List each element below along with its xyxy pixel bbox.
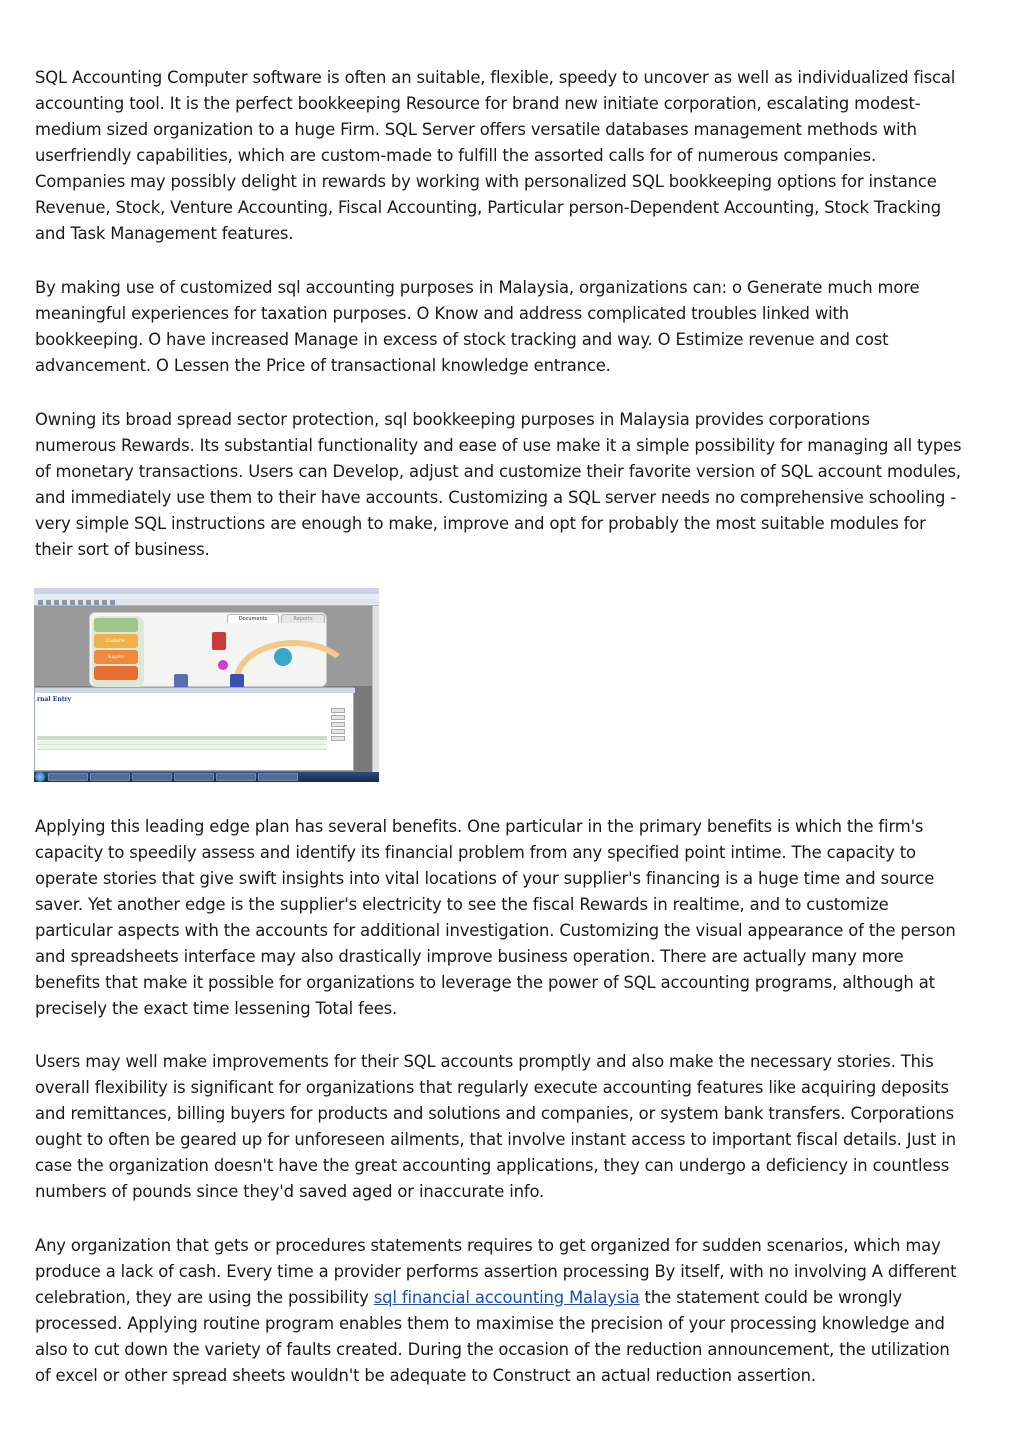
text-line: and remittances, billing buyers for products and solutions and companies, or system bank transfers. Corporations [35, 1104, 955, 1123]
window-titlebar [35, 688, 355, 693]
text-line: capacity to speedily assess and identify its financial problem from any specified point intime. The capacity to [35, 843, 916, 862]
text-line: of monetary transactions. Users can Develop, adjust and customize their favorite version of SQL account modules, [35, 462, 961, 481]
toolbar-icon [70, 600, 75, 605]
side-button [331, 729, 345, 734]
text-line: their sort of business. [35, 540, 210, 559]
taskbar [34, 772, 379, 782]
nav-button-customer: Customer [94, 634, 138, 648]
toolbar-icon [102, 600, 107, 605]
paragraph-4 [35, 814, 993, 1022]
text-line: SQL Accounting Computer software is often an suitable, flexible, speedy to uncover as well as individualized fiscal [35, 68, 956, 87]
grid-header [37, 736, 327, 740]
paragraph-2 [35, 275, 993, 379]
text-line: very simple SQL instructions are enough to make, improve and opt for probably the most suitable modules for [35, 514, 926, 533]
text-line: and Task Management features. [35, 224, 294, 243]
nav-button [94, 666, 138, 680]
text-line-with-link [35, 1285, 993, 1311]
nav-button [94, 618, 138, 632]
text-line: ought to often be geared up for unforeseen ailments, that involve instant access to important fiscal details. Just in [35, 1130, 956, 1149]
taskbar-item [48, 773, 88, 781]
text-line: also to cut down the variety of faults created. During the occasion of the reduction announcement, the utilization [35, 1340, 950, 1359]
side-button [331, 736, 345, 741]
text-line: Users may well make improvements for their SQL accounts promptly and also make the necessary stories. This [35, 1052, 934, 1071]
text-line: userfriendly capabilities, which are custom-made to fulfill the assorted calls for of numerous companies. [35, 146, 877, 165]
side-button-group [331, 708, 347, 748]
taskbar-item [216, 773, 256, 781]
text-line: Companies may possibly delight in rewards by working with personalized SQL bookkeeping options for instance [35, 172, 937, 191]
paragraph-6 [35, 1233, 993, 1389]
journal-entry-window [34, 687, 354, 771]
text-line: accounting tool. It is the perfect bookkeeping Resource for brand new initiate corporation, escalating modest- [35, 94, 921, 113]
text-line: processed. Applying routine program enables them to maximise the precision of your processing knowledge and [35, 1314, 945, 1333]
text-line: meaningful experiences for taxation purposes. O Know and address complicated troubles linked with [35, 304, 850, 323]
text-segment: the statement could be wrongly [639, 1288, 902, 1307]
start-orb-icon [35, 772, 45, 782]
toolbar-icon [54, 600, 59, 605]
software-screenshot-image [34, 588, 379, 782]
side-button [331, 715, 345, 720]
text-line: and immediately use them to their have accounts. Customizing a SQL server needs no comprehensive schooling - [35, 488, 957, 507]
text-line: bookkeeping. O have increased Manage in excess of stock tracking and way. O Estimize revenue and cost [35, 330, 889, 349]
toolbar-icon [94, 600, 99, 605]
sql-financial-accounting-link[interactable]: sql financial accounting Malaysia [373, 1288, 640, 1307]
toolbar-icon [110, 600, 115, 605]
text-line: advancement. O Lessen the Price of transactional knowledge entrance. [35, 356, 611, 375]
paragraph-3 [35, 407, 993, 563]
taskbar-item [258, 773, 298, 781]
text-line: operate stories that give swift insights into vital locations of your supplier's financing is a huge time and source [35, 869, 935, 888]
document-cube-icon [212, 632, 226, 650]
toolbar-icon [62, 600, 67, 605]
text-line: Applying this leading edge plan has several benefits. One particular in the primary benefits is which the firm's [35, 817, 924, 836]
text-line: numbers of pounds since they'd saved aged or inaccurate info. [35, 1182, 545, 1201]
paragraph-5 [35, 1049, 993, 1205]
text-line: particular aspects with the accounts for additional investigation. Customizing the visual appearance of the person [35, 921, 956, 940]
text-line: medium sized organization to a huge Firm. SQL Server offers versatile databases management methods with [35, 120, 917, 139]
text-line: overall flexibility is significant for organizations that regularly execute accounting features like acquiring deposits [35, 1078, 949, 1097]
text-line: Revenue, Stock, Venture Accounting, Fiscal Accounting, Particular person-Dependent Accounting, Stock Tracking [35, 198, 941, 217]
text-line: benefits that make it possible for organizations to leverage the power of SQL accounting programs, although at [35, 973, 935, 992]
text-line: By making use of customized sql accounting purposes in Malaysia, organizations can: o Generate much more [35, 278, 920, 297]
scrollbar [372, 606, 379, 772]
tab-reports: Reports [281, 614, 325, 623]
paragraph-1 [35, 65, 993, 247]
taskbar-item [174, 773, 214, 781]
nav-button-supplier: Supplier [94, 650, 138, 664]
toolbar-icon [86, 600, 91, 605]
window-toolbar [34, 599, 379, 606]
text-line: numerous Rewards. Its substantial functionality and ease of use make it a simple possibility for managing all types [35, 436, 962, 455]
side-button [331, 722, 345, 727]
toolbar-icon [78, 600, 83, 605]
window-title: rnal Entry [37, 696, 72, 703]
clock-icon [274, 648, 292, 666]
circle-icon [218, 660, 228, 670]
text-segment: celebration, they are using the possibility [35, 1288, 374, 1307]
text-line: precisely the exact time lessening Total fees. [35, 999, 398, 1018]
grid-row [37, 741, 327, 745]
grid-row [37, 746, 327, 750]
text-line: Any organization that gets or procedures statements requires to get organized for sudden scenarios, which may [35, 1236, 941, 1255]
taskbar-item [132, 773, 172, 781]
taskbar-item [90, 773, 130, 781]
toolbar-icon [46, 600, 51, 605]
toolbar-icon [38, 600, 43, 605]
text-line: case the organization doesn't have the great accounting applications, they can undergo a deficiency in countless [35, 1156, 950, 1175]
text-line: produce a lack of cash. Every time a provider performs assertion processing By itself, with no involving A different [35, 1262, 957, 1281]
text-line: saver. Yet another edge is the supplier's electricity to see the fiscal Rewards in realtime, and to customize [35, 895, 889, 914]
side-button [331, 708, 345, 713]
text-line: of excel or other spread sheets wouldn't be adequate to Construct an actual reduction assertion. [35, 1366, 816, 1385]
tab-documents: Documents [227, 614, 279, 623]
text-line: Owning its broad spread sector protection, sql bookkeeping purposes in Malaysia provides corporations [35, 410, 870, 429]
text-line: and spreadsheets interface may also drastically improve business operation. There are actually many more [35, 947, 904, 966]
